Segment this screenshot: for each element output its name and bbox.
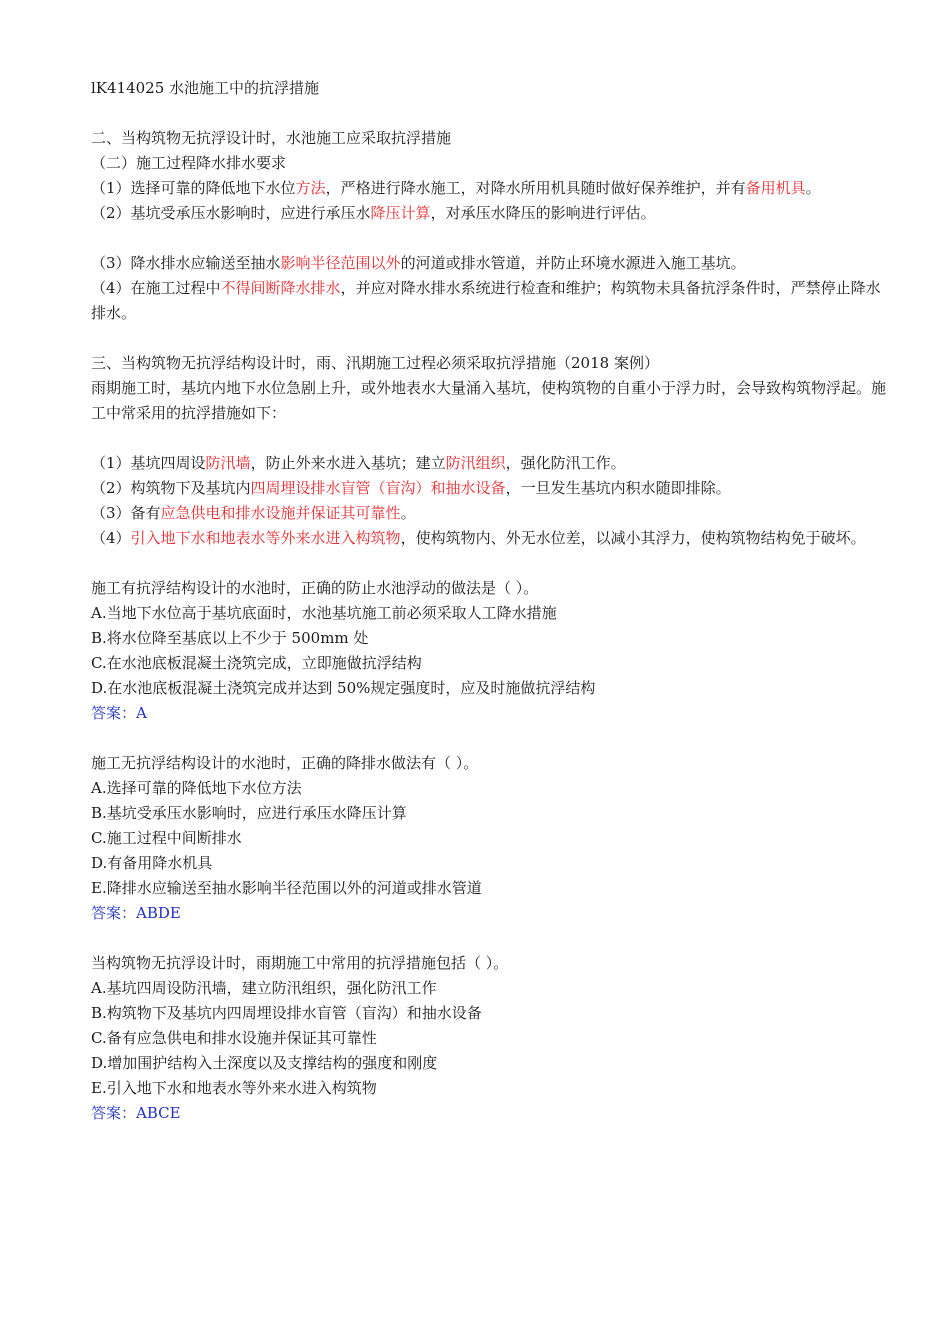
question-2-option-e: E.降排水应输送至抽水影响半径范围以外的河道或排水管道: [91, 879, 482, 897]
question-1-answer: 答案：A: [91, 704, 147, 722]
section2-heading: 二、当构筑物无抗浮设计时，水池施工应采取抗浮措施: [91, 129, 452, 147]
text-run: ，一旦发生基坑内积水随即排除。: [505, 479, 731, 497]
section3-item-4: [91, 526, 886, 551]
section2-item-4: [91, 276, 886, 326]
highlight-run: 备用机具: [745, 179, 806, 197]
text-run: 。: [400, 504, 416, 522]
text-run: （2）基坑受承压水影响时，应进行承压水: [91, 204, 371, 222]
section3-item-3: [91, 501, 886, 526]
highlight-run: 引入地下水和地表水等外来水进入构筑物: [130, 529, 401, 547]
spacer: [91, 726, 886, 751]
highlight-run: 应急供电和排水设施并保证其可靠性: [160, 504, 401, 522]
question-3-option-e: E.引入地下水和地表水等外来水进入构筑物: [91, 1079, 377, 1097]
spacer: [91, 101, 886, 126]
question-1-option-c: C.在水池底板混凝土浇筑完成，立即施做抗浮结构: [91, 654, 422, 672]
question-3-option-b: B.构筑物下及基坑内四周埋设排水盲管（盲沟）和抽水设备: [91, 1004, 482, 1022]
question-1-stem: 施工有抗浮结构设计的水池时，正确的防止水池浮动的做法是（ ）。: [91, 579, 539, 597]
text-run: ，并应对降水排水系统进行检查和维护；构筑物未具备抗浮条件时，严禁停止降水排水。: [91, 279, 881, 322]
question-3-option-a: A.基坑四周设防汛墙，建立防汛组织，强化防汛工作: [91, 979, 437, 997]
highlight-run: 防汛墙: [205, 454, 251, 472]
text-run: ，使构筑物内、外无水位差，以减小其浮力，使构筑物结构免于破坏。: [400, 529, 866, 547]
spacer: [91, 926, 886, 951]
section3-item-1: [91, 451, 886, 476]
text-run: （4）在施工过程中: [91, 279, 221, 297]
question-2-stem: 施工无抗浮结构设计的水池时，正确的降排水做法有（ ）。: [91, 754, 479, 772]
highlight-run: 防汛组织: [445, 454, 506, 472]
question-2-option-a: A.选择可靠的降低地下水位方法: [91, 779, 302, 797]
section2-item-3: [91, 251, 886, 276]
highlight-run: 降压计算: [370, 204, 431, 222]
question-3-option-d: D.增加围护结构入土深度以及支撑结构的强度和刚度: [91, 1054, 438, 1072]
question-1-option-d: D.在水池底板混凝土浇筑完成并达到 50%规定强度时，应及时施做抗浮结构: [91, 679, 596, 697]
text-run: ，防止外来水进入基坑；建立: [250, 454, 446, 472]
text-run: ，强化防汛工作。: [505, 454, 626, 472]
document-title: lK414025 水池施工中的抗浮措施: [91, 79, 320, 97]
section3-intro: 雨期施工时，基坑内地下水位急剧上升，或外地表水大量涌入基坑，使构筑物的自重小于浮力时，会导致构筑物浮起。施工中常采用的抗浮措施如下：: [91, 379, 887, 422]
question-1-option-a: A.当地下水位高于基坑底面时，水池基坑施工前必须采取人工降水措施: [91, 604, 557, 622]
text-run: （3）降水排水应输送至抽水: [91, 254, 281, 272]
highlight-run: 不得间断降水排水: [220, 279, 341, 297]
question-1-option-b: B.将水位降至基底以上不少于 500mm 处: [91, 629, 369, 647]
text-run: （2）构筑物下及基坑内: [91, 479, 251, 497]
text-run: 。: [805, 179, 821, 197]
section2-item-2: [91, 201, 886, 226]
question-2-option-c: C.施工过程中间断排水: [91, 829, 242, 847]
text-run: （4）: [91, 529, 131, 547]
text-run: ，严格进行降水施工，对降水所用机具随时做好保养维护，并有: [325, 179, 746, 197]
section2-subheading: （二）施工过程降水排水要求: [91, 154, 287, 172]
question-2-answer: 答案：ABDE: [91, 904, 181, 922]
text-run: （3）备有: [91, 504, 161, 522]
question-3-option-c: C.备有应急供电和排水设施并保证其可靠性: [91, 1029, 377, 1047]
section3-item-2: [91, 476, 886, 501]
text-run: ，对承压水降压的影响进行评估。: [430, 204, 656, 222]
document-body: [91, 76, 886, 1126]
question-2-option-d: D.有备用降水机具: [91, 854, 213, 872]
section2-item-1: [91, 176, 886, 201]
spacer: [91, 551, 886, 576]
spacer: [91, 426, 886, 451]
highlight-run: 方法: [295, 179, 326, 197]
highlight-run: 影响半径范围以外: [280, 254, 401, 272]
question-3-answer: 答案：ABCE: [91, 1104, 181, 1122]
spacer: [91, 226, 886, 251]
question-3-stem: 当构筑物无抗浮设计时，雨期施工中常用的抗浮措施包括（ ）。: [91, 954, 509, 972]
highlight-run: 四周埋设排水盲管（盲沟）和抽水设备: [250, 479, 506, 497]
section3-heading: 三、当构筑物无抗浮结构设计时，雨、汛期施工过程必须采取抗浮措施（2018 案例）: [91, 354, 659, 372]
text-run: （1）基坑四周设: [91, 454, 206, 472]
text-run: （1）选择可靠的降低地下水位: [91, 179, 296, 197]
text-run: 的河道或排水管道，并防止环境水源进入施工基坑。: [400, 254, 746, 272]
question-2-option-b: B.基坑受承压水影响时，应进行承压水降压计算: [91, 804, 407, 822]
spacer: [91, 326, 886, 351]
